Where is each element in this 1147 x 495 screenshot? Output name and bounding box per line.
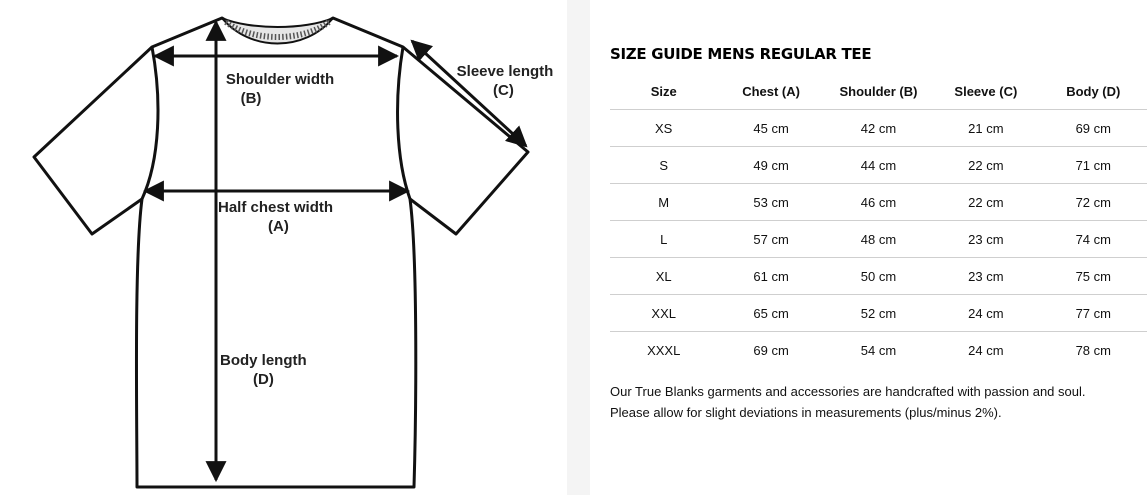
shoulder-code: (B) <box>240 90 262 107</box>
sleeve-code: (C) <box>493 82 514 99</box>
cell-chest: 61 cm <box>717 258 824 295</box>
cell-sleeve: 24 cm <box>968 342 1004 358</box>
cell-shoulder: 48 cm <box>825 221 932 258</box>
col-header-body: Body (D) <box>1040 73 1147 110</box>
cell-chest: 45 cm <box>717 110 824 147</box>
cell-sleeve: 23 cm <box>932 258 1039 295</box>
table-row <box>610 184 1147 221</box>
shoulder-width-label: Shoulder width (B) <box>222 70 338 108</box>
table-row <box>610 110 1147 147</box>
cell-body: 75 cm <box>1040 258 1147 295</box>
table-row <box>610 147 1147 184</box>
cell-shoulder: 42 cm <box>825 110 932 147</box>
note-line-2: Please allow for slight deviations in measurements (plus/minus 2%). <box>610 405 1002 420</box>
body-code: (D) <box>253 371 274 388</box>
cell-sleeve: 22 cm <box>932 147 1039 184</box>
cell-shoulder: 54 cm <box>860 342 897 358</box>
cell-chest: 57 cm <box>717 221 824 258</box>
size-guide-title: SIZE GUIDE MENS REGULAR TEE <box>610 45 872 63</box>
cell-body: 71 cm <box>1040 147 1147 184</box>
cell-size: XXXL <box>647 342 681 358</box>
table-row <box>610 258 1147 295</box>
chest-width-label: Half chest width (A) <box>218 199 334 235</box>
cell-size: S <box>610 147 717 184</box>
cell-body: 74 cm <box>1040 221 1147 258</box>
cell-chest: 53 cm <box>717 184 824 221</box>
cell-sleeve: 22 cm <box>932 184 1039 221</box>
cell-shoulder: 46 cm <box>825 184 932 221</box>
col-header-chest: Chest (A) <box>717 73 824 110</box>
cell-size: XS <box>610 110 717 147</box>
cell-body: 69 cm <box>1040 110 1147 147</box>
cell-sleeve: 24 cm <box>932 295 1039 332</box>
cell-size: M <box>610 184 717 221</box>
col-header-shoulder: Shoulder (B) <box>825 73 932 110</box>
cell-body: 72 cm <box>1040 184 1147 221</box>
cell-shoulder: 52 cm <box>825 295 932 332</box>
sleeve-length-label: Sleeve length (C) <box>453 62 557 100</box>
tshirt-diagram-panel <box>0 0 567 495</box>
cell-chest: 49 cm <box>717 147 824 184</box>
cell-body: 77 cm <box>1040 295 1147 332</box>
cell-sleeve: 23 cm <box>932 221 1039 258</box>
table-row <box>610 221 1147 258</box>
chest-code: (A) <box>268 218 289 235</box>
col-header-size: Size <box>610 73 717 110</box>
table-row <box>610 295 1147 332</box>
body-length-label: Body length (D) <box>220 352 307 388</box>
size-table <box>610 73 1147 368</box>
size-guide-panel <box>590 0 1147 495</box>
note-line-1: Our True Blanks garments and accessories are handcrafted with passion and soul. <box>610 384 1086 399</box>
cell-body: 78 cm <box>1075 342 1111 358</box>
table-header-row <box>610 73 1147 110</box>
cell-size: XL <box>610 258 717 295</box>
col-header-sleeve: Sleeve (C) <box>932 73 1039 110</box>
cell-size: XXL <box>610 295 717 332</box>
cell-chest: 65 cm <box>717 295 824 332</box>
cell-shoulder: 44 cm <box>825 147 932 184</box>
measurement-note <box>610 381 1147 423</box>
cell-size: L <box>610 221 717 258</box>
table-row <box>610 332 1147 369</box>
cell-sleeve: 21 cm <box>932 110 1039 147</box>
cell-shoulder: 50 cm <box>825 258 932 295</box>
cell-chest: 69 cm <box>753 342 789 358</box>
